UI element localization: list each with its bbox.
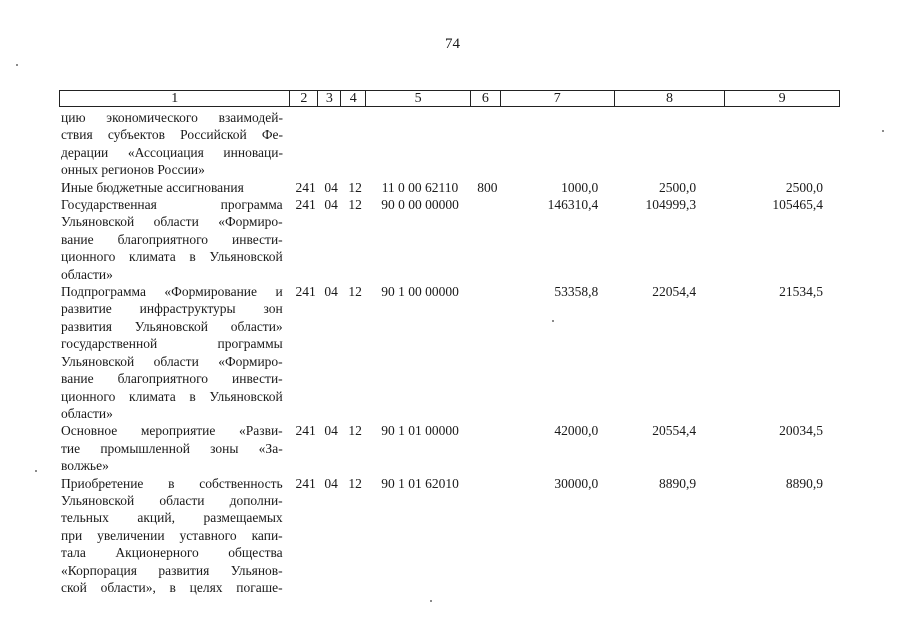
cell-target-article: 11 0 00 62110 — [381, 179, 459, 195]
row-name-line: дерации «Ассоциация инноваци- — [61, 144, 283, 160]
row-name-line: волжье» — [61, 458, 109, 474]
row-name-line: государственной программы — [61, 336, 283, 352]
scan-speck — [882, 130, 884, 132]
row-name-line: Государственная программа — [61, 197, 283, 213]
table-row — [61, 179, 841, 196]
cell-target-article: 90 0 00 00000 — [381, 197, 459, 213]
cell-amount-col8: 8890,9 — [659, 475, 697, 491]
cell-ministry-code: 241 — [295, 197, 316, 213]
row-name-line: цию экономического взаимодей- — [61, 110, 283, 125]
cell-section: 04 — [324, 284, 338, 300]
row-name — [61, 283, 283, 422]
header-col-7: 7 — [501, 91, 615, 106]
row-name — [61, 109, 283, 179]
page-number: 74 — [445, 36, 460, 52]
cell-amount-col9: 8890,9 — [785, 475, 823, 491]
row-name-line: ционного климата в Ульяновской — [61, 249, 283, 265]
table-row — [61, 109, 841, 179]
row-name-line: вание благоприятного инвести- — [61, 371, 283, 387]
row-name-line: развития Ульяновской области» — [61, 318, 283, 334]
header-col-8: 8 — [615, 91, 726, 106]
cell-amount-col8: 104999,3 — [645, 197, 697, 213]
row-name-line: Ульяновской области дополни- — [61, 492, 283, 508]
row-name — [61, 422, 283, 474]
cell-target-article: 90 1 00 00000 — [381, 284, 459, 300]
cell-amount-col8: 2500,0 — [659, 179, 697, 195]
cell-amount-col7: 53358,8 — [554, 284, 599, 300]
row-name-line: Подпрограмма «Формирование и — [61, 284, 283, 300]
cell-amount-col9: 20034,5 — [779, 423, 823, 439]
row-name-line: Приобретение в собственность — [61, 475, 283, 491]
cell-amount-col7: 1000,0 — [561, 179, 599, 195]
cell-subsection: 12 — [348, 197, 362, 213]
cell-subsection: 12 — [348, 475, 362, 491]
cell-amount-col8: 22054,4 — [652, 284, 697, 300]
row-name-line: «Корпорация развития Ульянов- — [61, 562, 283, 578]
cell-section: 04 — [324, 179, 338, 195]
row-name-line: ционного климата в Ульяновской — [61, 388, 283, 404]
header-col-3: 3 — [318, 91, 341, 106]
cell-amount-col7: 30000,0 — [554, 475, 599, 491]
cell-section: 04 — [324, 475, 338, 491]
cell-ministry-code: 241 — [295, 284, 316, 300]
cell-subsection: 12 — [348, 284, 362, 300]
row-name — [61, 196, 283, 283]
scan-speck — [430, 600, 432, 602]
cell-ministry-code: 241 — [295, 423, 316, 439]
row-name-line: Ульяновской области «Формиро- — [61, 353, 283, 369]
header-col-2: 2 — [290, 91, 318, 106]
header-col-4: 4 — [341, 91, 366, 106]
cell-subsection: 12 — [348, 423, 362, 439]
cell-ministry-code: 241 — [295, 179, 316, 195]
cell-amount-col9: 21534,5 — [779, 284, 823, 300]
row-name-line: Ульяновской области «Формиро- — [61, 214, 283, 230]
cell-expense-type: 800 — [477, 179, 498, 195]
row-name-line: вание благоприятного инвести- — [61, 231, 283, 247]
table-body — [61, 109, 841, 596]
row-name-line: развитие инфраструктуры зон — [61, 301, 283, 317]
header-col-1: 1 — [60, 91, 290, 106]
scan-speck — [552, 320, 554, 322]
row-name-line: области» — [61, 405, 113, 421]
header-col-5: 5 — [366, 91, 471, 106]
table-row — [61, 196, 841, 283]
cell-subsection: 12 — [348, 179, 362, 195]
cell-amount-col9: 2500,0 — [785, 179, 823, 195]
table-header-row — [59, 90, 840, 107]
cell-section: 04 — [324, 423, 338, 439]
row-name-line: онных регионов России» — [61, 162, 205, 178]
row-name-line: области» — [61, 266, 113, 282]
scan-speck — [16, 64, 18, 66]
row-name — [61, 179, 283, 196]
row-name-line: тала Акционерного общества — [61, 545, 283, 561]
scan-speck — [35, 470, 37, 472]
cell-amount-col9: 105465,4 — [772, 197, 823, 213]
cell-section: 04 — [324, 197, 338, 213]
cell-target-article: 90 1 01 62010 — [381, 475, 459, 491]
row-name-line: Иные бюджетные ассигнования — [61, 179, 244, 195]
row-name-line: Основное мероприятие «Разви- — [61, 423, 283, 439]
row-name-line: ствия субъектов Российской Фе- — [61, 127, 283, 143]
row-name-line: тельных акций, размещаемых — [61, 510, 283, 526]
table-row — [61, 475, 841, 597]
cell-target-article: 90 1 01 00000 — [381, 423, 459, 439]
row-name-line: ской области», в целях погаше- — [61, 579, 283, 595]
header-col-9: 9 — [778, 91, 786, 106]
table-row — [61, 283, 841, 422]
row-name — [61, 475, 283, 597]
row-name-line: тие промышленной зоны «За- — [61, 440, 283, 456]
table-row — [61, 422, 841, 474]
row-name-line: при увеличении уставного капи- — [61, 527, 283, 543]
cell-amount-col7: 146310,4 — [547, 197, 599, 213]
cell-amount-col8: 20554,4 — [652, 423, 697, 439]
cell-ministry-code: 241 — [295, 475, 316, 491]
cell-amount-col7: 42000,0 — [554, 423, 599, 439]
header-col-6: 6 — [471, 91, 501, 106]
